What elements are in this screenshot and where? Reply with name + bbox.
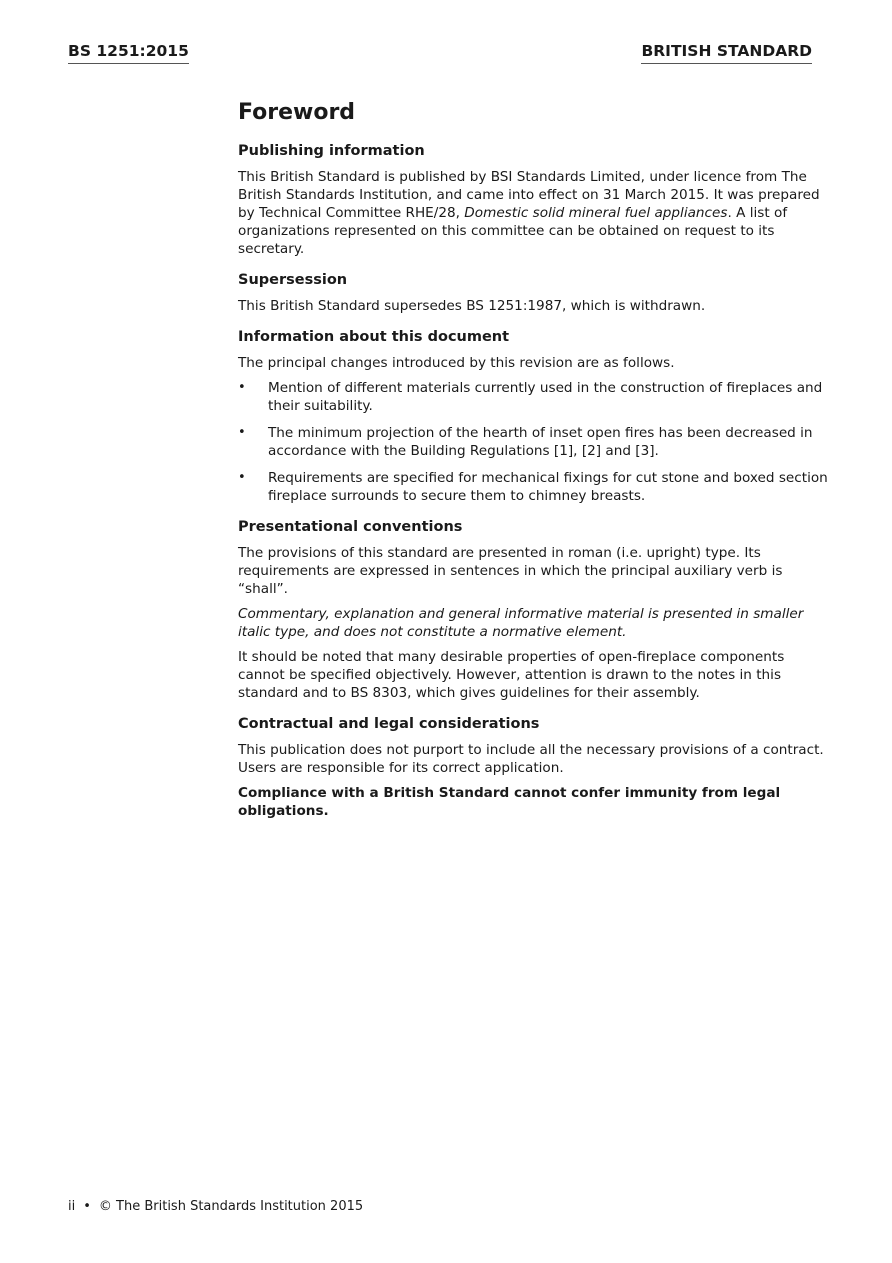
presentational-heading: Presentational conventions — [238, 519, 463, 535]
supersession-heading: Supersession — [238, 272, 348, 288]
supersession-paragraph: This British Standard supersedes BS 1251:1987, which is withdrawn. — [238, 298, 706, 314]
compliance-notice: Compliance with a British Standard cannot confer immunity from legal obligations. — [238, 785, 781, 819]
presentational-paragraph-3: It should be noted that many desirable properties of open-fireplace components cannot be specified objectively. However, attention is drawn to the notes in this standard and to BS 8303, which gives guidelines for their assembly. — [238, 649, 785, 701]
contractual-heading: Contractual and legal considerations — [238, 716, 540, 732]
publishing-text-end: . A list of organizations represented on this committee can be obtained on request to its secretary. — [238, 205, 788, 257]
document-code: BS 1251:2015 — [68, 41, 189, 64]
publishing-heading: Publishing information — [238, 143, 425, 159]
publishing-paragraph — [238, 168, 828, 258]
presentational-paragraph-1: The provisions of this standard are presented in roman (i.e. upright) type. Its requirements are expressed in sentences in which the principal auxiliary verb is “shall”. — [238, 545, 783, 597]
committee-name: Domestic solid mineral fuel appliances — [464, 205, 728, 221]
publishing-text-start: This British Standard is published by BSI Standards Limited, under licence from The British Standards Institution, and came into effect on 31 March 2015. It was prepared by Technical Committee RHE/28, — [238, 169, 820, 221]
standard-type-label: BRITISH STANDARD — [641, 41, 812, 64]
list-item — [238, 424, 828, 460]
commentary-note: Commentary, explanation and general informative material is presented in smaller italic type, and does not constitute a normative element. — [238, 606, 804, 640]
list-item-text: Mention of different materials currently used in the construction of fireplaces and their suitability. — [268, 380, 823, 414]
copyright-notice: © The British Standards Institution 2015 — [98, 1199, 364, 1214]
list-item — [238, 379, 828, 415]
list-item-text: The minimum projection of the hearth of inset open fires has been decreased in accordance with the Building Regulations [1], [2] and [3]. — [268, 425, 813, 459]
page-footer — [68, 1198, 363, 1216]
footer-separator: • — [83, 1199, 91, 1214]
bullet-icon: • — [238, 380, 246, 395]
information-intro: The principal changes introduced by this revision are as follows. — [238, 355, 675, 371]
list-item-text: Requirements are specified for mechanical fixings for cut stone and boxed section fireplace surrounds to secure them to chimney breasts. — [268, 470, 828, 504]
information-heading: Information about this document — [238, 329, 510, 345]
page-title: Foreword — [238, 100, 356, 125]
contractual-paragraph: This publication does not purport to include all the necessary provisions of a contract. Users are responsible for its correct application. — [238, 742, 824, 776]
bullet-icon: • — [238, 425, 246, 440]
page-number: ii — [68, 1199, 76, 1214]
foreword-section — [238, 98, 828, 820]
bullet-icon: • — [238, 470, 246, 485]
changes-list — [238, 379, 828, 505]
list-item — [238, 469, 828, 505]
